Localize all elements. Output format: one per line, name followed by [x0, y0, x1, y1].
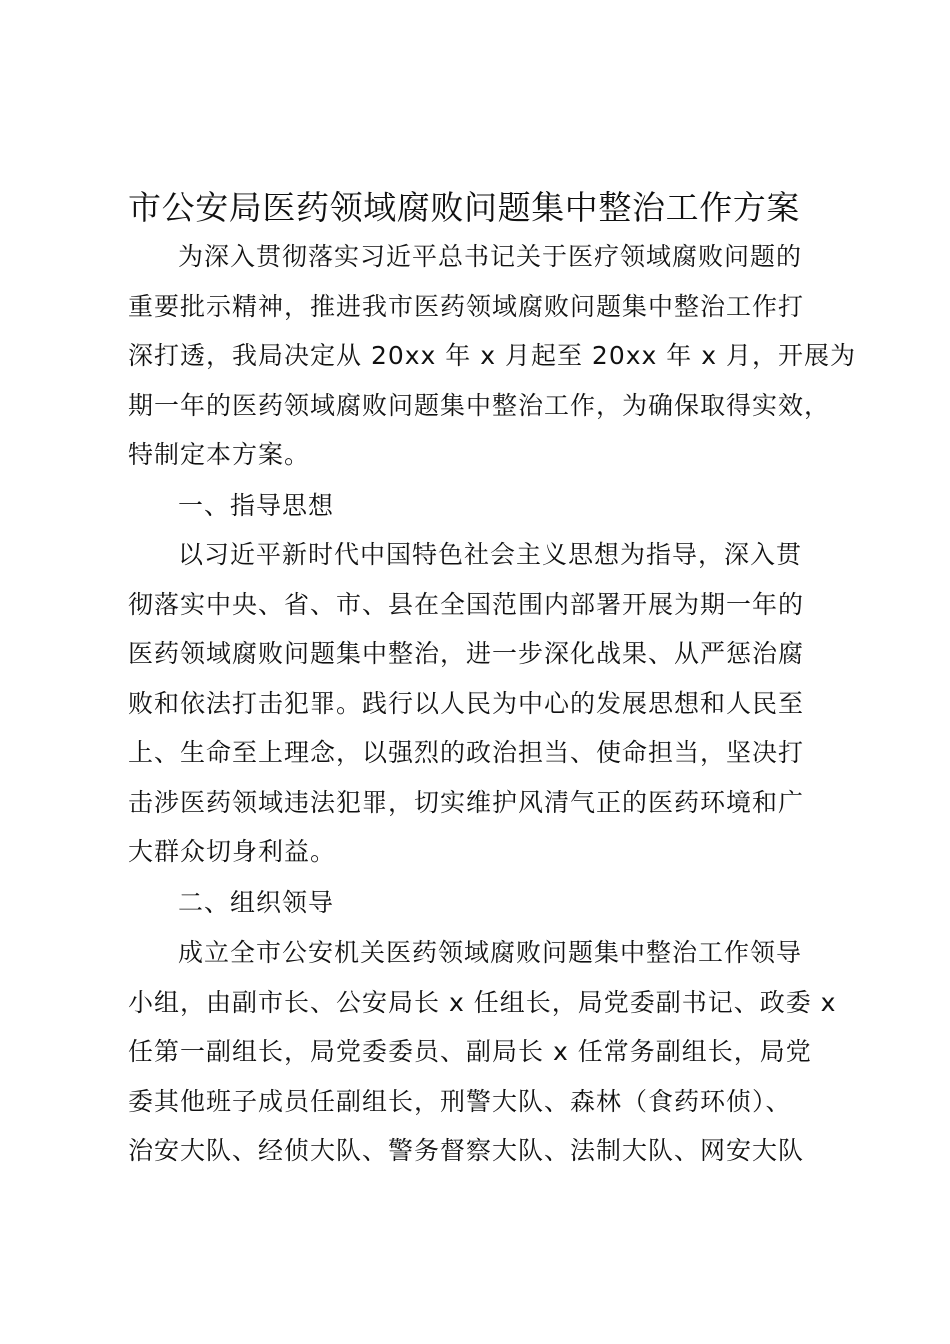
paragraph-line: 治安大队、经侦大队、警务督察大队、法制大队、网安大队 — [128, 1136, 805, 1165]
paragraph-line: 特制定本方案。 — [128, 440, 311, 469]
paragraph-line: 击涉医药领域违法犯罪，切实维护风清气正的医药环境和广 — [128, 787, 805, 817]
section2-paragraph — [128, 928, 850, 1176]
paragraph-line: 医药领域腐败问题集中整治，进一步深化战果、从严惩治腐 — [128, 639, 805, 668]
paragraph-line: 重要批示精神，推进我市医药领域腐败问题集中整治工作打 — [128, 291, 805, 321]
paragraph-line: 成立全市公安机关医药领域腐败问题集中整治工作领导 — [178, 938, 803, 967]
paragraph-line: 大群众切身利益。 — [128, 837, 337, 866]
paragraph-line: 为深入贯彻落实习近平总书记关于医疗领域腐败问题的 — [178, 242, 803, 271]
section1-paragraph — [128, 530, 850, 877]
paragraph-line: 任第一副组长，局党委委员、副局长 x 任常务副组长，局党 — [128, 1037, 812, 1066]
intro-paragraph — [128, 232, 856, 480]
paragraph-line: 小组，由副市长、公安局长 x 任组长，局党委副书记、政委 x — [128, 987, 837, 1017]
paragraph-line: 期一年的医药领域腐败问题集中整治工作，为确保取得实效， — [128, 390, 831, 420]
paragraph-line: 以习近平新时代中国特色社会主义思想为指导，深入贯 — [178, 540, 803, 569]
paragraph-line: 委其他班子成员任副组长，刑警大队、森林（食药环侦）、 — [128, 1086, 792, 1116]
paragraph-line: 彻落实中央、省、市、县在全国范围内部署开展为期一年的 — [128, 589, 805, 619]
section-heading-guiding-thought: 一、指导思想 — [178, 491, 335, 520]
paragraph-line: 深打透，我局决定从 20xx 年 x 月起至 20xx 年 x 月，开展为 — [128, 341, 856, 370]
section-heading-organization: 二、组织领导 — [178, 888, 335, 917]
paragraph-line: 败和依法打击犯罪。践行以人民为中心的发展思想和人民至 — [128, 688, 805, 718]
paragraph-line: 上、生命至上理念，以强烈的政治担当、使命担当，坚决打 — [128, 738, 805, 767]
document-title: 市公安局医药领域腐败问题集中整治工作方案 — [128, 188, 800, 227]
